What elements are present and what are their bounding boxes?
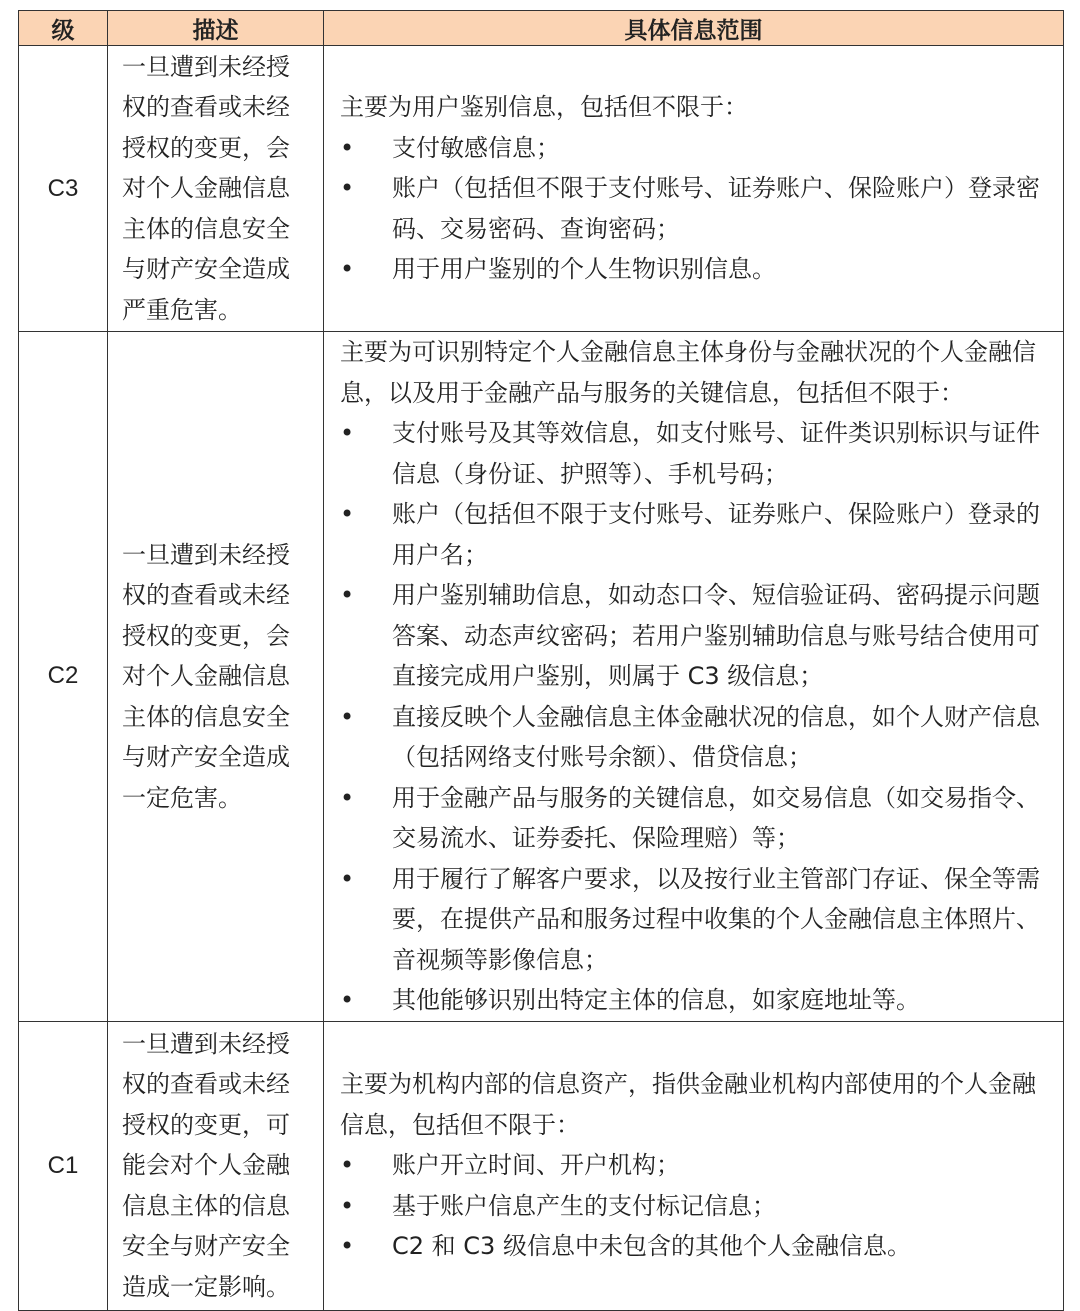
list-item: • 直接反映个人金融信息主体金融状况的信息，如个人财产信息（包括网络支付账号余额）、借贷信息； [340, 697, 1049, 778]
list-item: • 账户开立时间、开户机构； [340, 1145, 1049, 1186]
header-row [19, 11, 1064, 46]
level-cell: C2 [19, 332, 108, 1022]
description-cell: 一旦遭到未经授权的查看或未经授权的变更，可能会对个人金融信息主体的信息安全与财产安全造成一定影响。 [108, 1021, 324, 1310]
list-item: • 用于金融产品与服务的关键信息，如交易信息（如交易指令、交易流水、证券委托、保险理赔）等； [340, 778, 1049, 859]
description-cell: 一旦遭到未经授权的查看或未经授权的变更，会对个人金融信息主体的信息安全与财产安全造成一定危害。 [108, 332, 324, 1022]
scope-intro: 主要为机构内部的信息资产，指供金融业机构内部使用的个人金融信息，包括但不限于： [340, 1070, 1036, 1139]
header-scope: 具体信息范围 [324, 11, 1064, 46]
table-row-c1 [19, 1021, 1064, 1310]
list-item: • 其他能够识别出特定主体的信息，如家庭地址等。 [340, 980, 1049, 1021]
list-item: • 支付账号及其等效信息，如支付账号、证件类识别标识与证件信息（身份证、护照等）、手机号码； [340, 413, 1049, 494]
list-item: • 用于用户鉴别的个人生物识别信息。 [340, 249, 1049, 290]
scope-list [340, 413, 1049, 1021]
list-item: • C2 和 C3 级信息中未包含的其他个人金融信息。 [340, 1226, 1049, 1267]
list-item: • 支付敏感信息； [340, 128, 1049, 169]
list-item: • 用户鉴别辅助信息，如动态口令、短信验证码、密码提示问题答案、动态声纹密码；若用户鉴别辅助信息与账号结合使用可直接完成用户鉴别，则属于 C3 级信息； [340, 575, 1049, 697]
classification-table [18, 10, 1064, 1311]
table-row-c2 [19, 332, 1064, 1022]
list-item: • 用于履行了解客户要求，以及按行业主管部门存证、保全等需要，在提供产品和服务过程中收集的个人金融信息主体照片、音视频等影像信息； [340, 859, 1049, 981]
level-cell: C3 [19, 46, 108, 332]
scope-intro: 主要为可识别特定个人金融信息主体身份与金融状况的个人金融信息，以及用于金融产品与服务的关键信息，包括但不限于： [340, 338, 1036, 407]
scope-intro: 主要为用户鉴别信息，包括但不限于： [340, 93, 748, 122]
scope-cell [324, 1021, 1064, 1310]
header-level: 级 [19, 11, 108, 46]
scope-list [340, 1145, 1049, 1267]
scope-cell [324, 332, 1064, 1022]
list-item: • 基于账户信息产生的支付标记信息； [340, 1186, 1049, 1227]
list-item: • 账户（包括但不限于支付账号、证券账户、保险账户）登录密码、交易密码、查询密码； [340, 168, 1049, 249]
scope-cell [324, 46, 1064, 332]
level-cell: C1 [19, 1021, 108, 1310]
table-row-c3 [19, 46, 1064, 332]
description-cell: 一旦遭到未经授权的查看或未经授权的变更，会对个人金融信息主体的信息安全与财产安全造成严重危害。 [108, 46, 324, 332]
list-item: • 账户（包括但不限于支付账号、证券账户、保险账户）登录的用户名； [340, 494, 1049, 575]
header-description: 描述 [108, 11, 324, 46]
scope-list [340, 128, 1049, 290]
